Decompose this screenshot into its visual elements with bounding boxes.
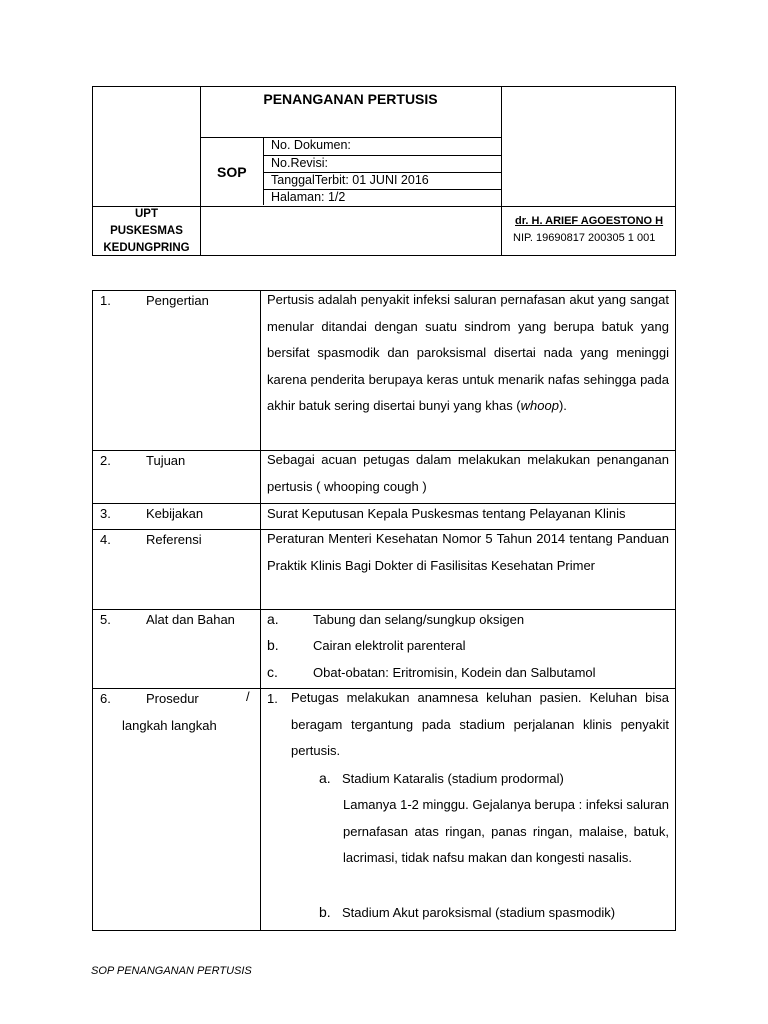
row-label: langkah langkah bbox=[122, 718, 217, 733]
organization-name bbox=[93, 206, 200, 257]
step-text: Petugas melakukan anamnesa keluhan pasien. Keluhan bisa beragam tergantung pada stadium perjalanan klinis penyakit pertusis. bbox=[291, 690, 669, 759]
org-line: PUSKESMAS bbox=[110, 225, 183, 237]
row-number: 5. bbox=[100, 612, 111, 627]
purpose-text: Sebagai acuan petugas dalam melakukan melakukan penanganan pertusis ( whooping cough ) bbox=[267, 452, 669, 494]
row-number: 6. bbox=[100, 691, 111, 706]
list-marker: b. bbox=[267, 637, 279, 653]
sub-step-title: Stadium Kataralis (stadium prodormal) bbox=[342, 771, 564, 786]
policy-text: Surat Keputusan Kepala Puskesmas tentang Pelayanan Klinis bbox=[267, 506, 626, 521]
signer-name: dr. H. ARIEF AGOESTONO H bbox=[515, 215, 664, 227]
org-line: KEDUNGPRING bbox=[103, 242, 190, 254]
revision-number: No.Revisi: bbox=[271, 156, 328, 170]
row-number: 4. bbox=[100, 532, 111, 547]
row-divider bbox=[93, 503, 675, 504]
row-number: 3. bbox=[100, 506, 111, 521]
document-header bbox=[92, 86, 676, 256]
row-label: Prosedur bbox=[146, 691, 199, 706]
list-item: Cairan elektrolit parenteral bbox=[313, 638, 466, 653]
document-title: PENANGANAN PERTUSIS bbox=[263, 91, 438, 107]
signer-nip: NIP. 19690817 200305 1 001 bbox=[513, 232, 656, 244]
page-number: Halaman: 1/2 bbox=[271, 190, 346, 204]
italic-text: whoop bbox=[520, 398, 559, 414]
row-label: Kebijakan bbox=[146, 506, 204, 521]
text: ). bbox=[558, 398, 567, 414]
list-marker: a. bbox=[267, 611, 279, 627]
reference-text: Peraturan Menteri Kesehatan Nomor 5 Tahun 2014 tentang Panduan Praktik Klinis Bagi Dokter di Fasilisitas Kesehatan Primer bbox=[267, 531, 669, 573]
sub-step-marker: b. bbox=[319, 904, 331, 920]
row-label: Referensi bbox=[146, 532, 202, 547]
row-number: 1. bbox=[100, 293, 111, 308]
sub-step-title: Stadium Akut paroksismal (stadium spasmodik) bbox=[342, 905, 616, 920]
row-label: Alat dan Bahan bbox=[146, 612, 235, 627]
org-line: UPT bbox=[135, 208, 158, 220]
step-number: 1. bbox=[267, 691, 278, 706]
row-divider bbox=[93, 609, 675, 610]
row-label-slash: / bbox=[246, 689, 250, 704]
doc-number: No. Dokumen: bbox=[271, 138, 351, 152]
text: Pertusis adalah penyakit infeksi saluran pernafasan akut yang sangat menular ditandai dengan suatu sindrom yang berupa batuk yang bersifat spasmodik dan paroksismal disertai nada yang meninggi karena penderita berupaya keras untuk menarik nafas sehingga pada akhir batuk sering disertai bunyi yang khas ( bbox=[267, 292, 669, 414]
sop-label: SOP bbox=[217, 164, 247, 180]
list-marker: c. bbox=[267, 664, 278, 680]
row-label: Pengertian bbox=[146, 293, 209, 308]
sub-step-text: Lamanya 1-2 minggu. Gejalanya berupa : infeksi saluran pernafasan atas ringan, panas ringan, malaise, batuk, lacrimasi, tidak nafsu makan dan kongesti nasalis. bbox=[343, 797, 669, 866]
row-number: 2. bbox=[100, 453, 111, 468]
row-label: Tujuan bbox=[146, 453, 186, 468]
procedure-table bbox=[92, 290, 676, 931]
definition-text bbox=[267, 287, 669, 420]
divider bbox=[200, 87, 201, 255]
list-item: Tabung dan selang/sungkup oksigen bbox=[313, 612, 525, 627]
column-divider bbox=[260, 291, 261, 930]
divider bbox=[501, 87, 502, 255]
sub-step-marker: a. bbox=[319, 770, 331, 786]
divider bbox=[263, 137, 264, 205]
list-item: Obat-obatan: Eritromisin, Kodein dan Salbutamol bbox=[313, 665, 596, 680]
page-footer: SOP PENANGANAN PERTUSIS bbox=[91, 965, 252, 977]
issue-date: TanggalTerbit: 01 JUNI 2016 bbox=[271, 173, 429, 187]
